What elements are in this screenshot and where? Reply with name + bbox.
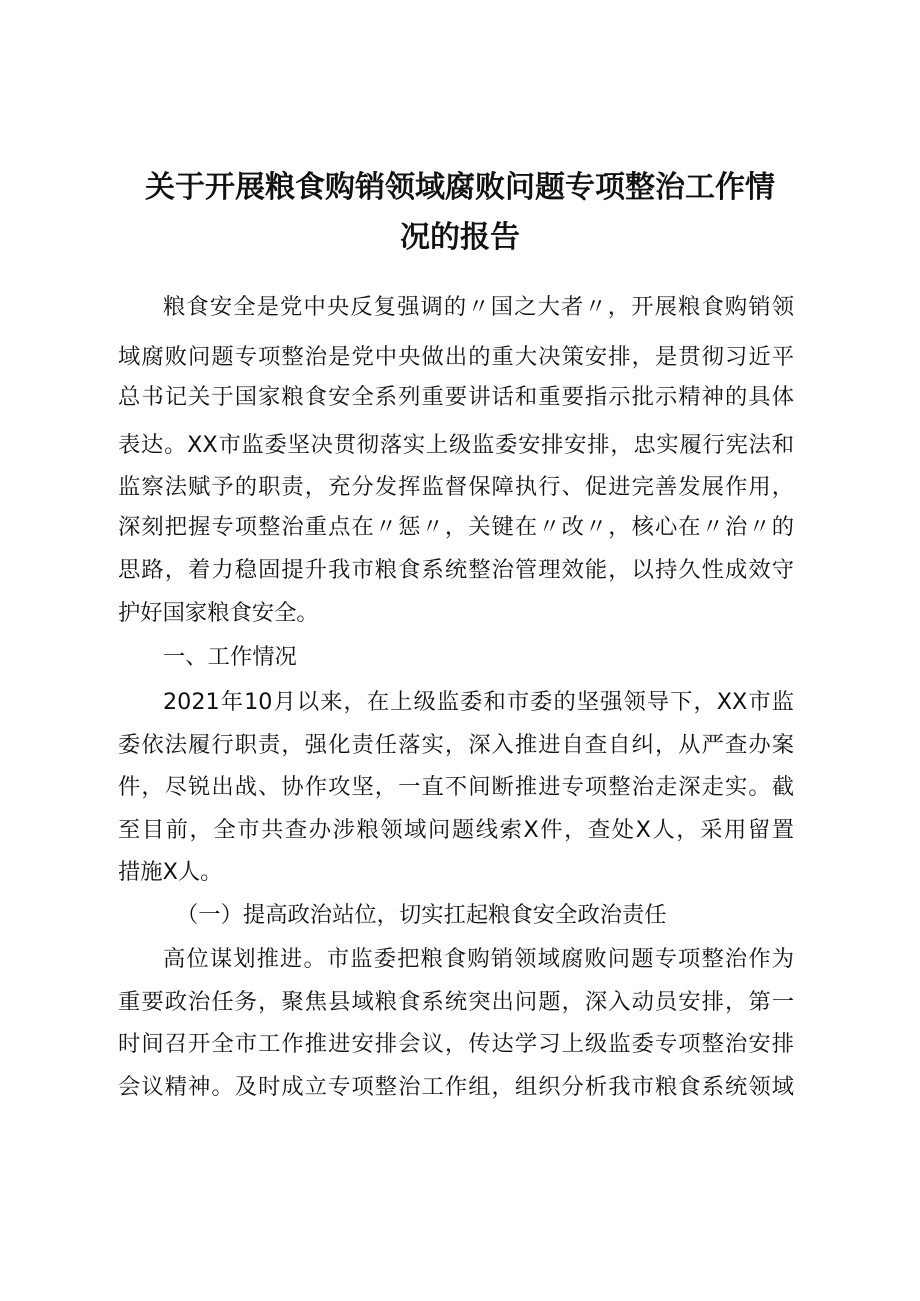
section1-line: 件，尽锐出战、协作攻坚，一直不间断推进专项整治走深走实。截: [118, 774, 794, 800]
intro-line: 总书记关于国家粮食安全系列重要讲话和重要指示批示精神的具体: [118, 384, 794, 410]
intro-line: 表达。XX市监委坚决贯彻落实上级监委安排安排，忠实履行宪法和: [118, 432, 794, 458]
intro-line: 监察法赋予的职责，充分发挥监督保障执行、促进完善发展作用，: [118, 474, 794, 500]
subsection1-line: 重要政治任务，聚焦县域粮食系统突出问题，深入动员安排，第一: [118, 989, 794, 1015]
intro-line: 护好国家粮食安全。: [118, 600, 319, 626]
section1-line: 措施X人。: [118, 859, 223, 885]
subsection1-line: 会议精神。及时成立专项整治工作组，组织分析我市粮食系统领域: [118, 1074, 794, 1100]
subsection-heading: （一）提高政治站位，切实扛起粮食安全政治责任: [176, 902, 667, 928]
subsection1-line: 高位谋划推进。市监委把粮食购销领域腐败问题专项整治作为: [163, 946, 794, 972]
report-title-line-2: 况的报告: [400, 220, 520, 255]
intro-line: 域腐败问题专项整治是党中央做出的重大决策安排，是贯彻习近平: [118, 344, 794, 370]
intro-line: 思路，着力稳固提升我市粮食系统整治管理效能，以持久性成效守: [118, 557, 794, 583]
section1-line: 委依法履行职责，强化责任落实，深入推进自查自纠，从严查办案: [118, 732, 794, 758]
intro-line: 粮食安全是党中央反复强调的〃国之大者〃，开展粮食购销领: [163, 294, 794, 320]
intro-line: 深刻把握专项整治重点在〃惩〃，关键在〃改〃，核心在〃治〃的: [118, 514, 794, 540]
section1-line: 至目前，全市共查办涉粮领域问题线索X件，查处X人，采用留置: [118, 817, 794, 843]
subsection1-line: 时间召开全市工作推进安排会议，传达学习上级监委专项整治安排: [118, 1031, 794, 1057]
section-heading: 一、工作情况: [163, 644, 297, 670]
report-title-line-1: 关于开展粮食购销领域腐败问题专项整治工作情: [145, 170, 775, 205]
section1-line: 2021年10月以来，在上级监委和市委的坚强领导下，XX市监: [163, 689, 794, 715]
